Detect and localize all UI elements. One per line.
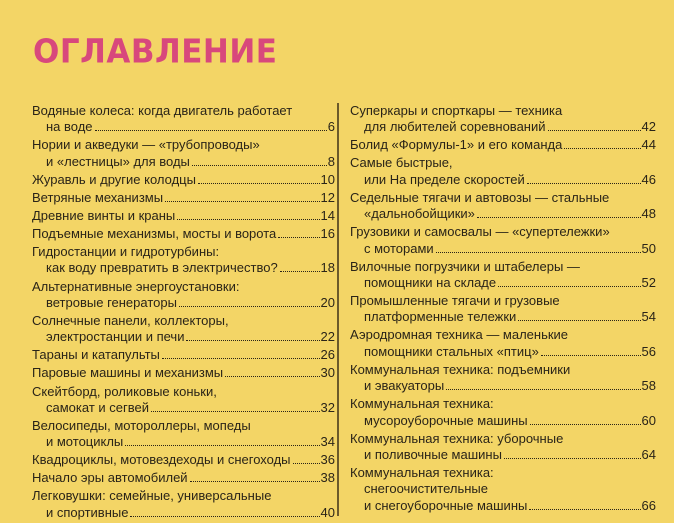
toc-entry[interactable] xyxy=(32,313,335,346)
toc-entry-line: Суперкары и спорткары — техника xyxy=(350,103,563,118)
page-number: 48 xyxy=(641,206,656,222)
page-number: 46 xyxy=(641,171,656,187)
dot-leader xyxy=(518,320,640,321)
toc-entry[interactable] xyxy=(32,172,335,188)
toc-entry-line: Коммунальная техника: xyxy=(350,465,494,480)
toc-entry[interactable] xyxy=(350,396,656,429)
dot-leader xyxy=(190,481,320,482)
toc-entry-line: Промышленные тягачи и грузовые xyxy=(350,293,560,309)
toc-entry-title: помощники стальных «птиц» xyxy=(364,343,539,359)
toc-entry-line: Гидростанции и гидротурбины: xyxy=(32,244,220,260)
page-number: 14 xyxy=(320,207,335,223)
toc-entry-title: ветровые генераторы xyxy=(46,294,177,310)
page-number: 64 xyxy=(641,446,656,462)
page-number: 52 xyxy=(641,274,656,290)
toc-entry-title: или На пределе скоростей xyxy=(364,171,525,187)
toc-entry-title: и эвакуаторы xyxy=(364,378,445,394)
toc-entry-title: Начало эры автомобилей xyxy=(32,470,188,486)
page-number: 44 xyxy=(641,137,656,153)
dot-leader xyxy=(198,183,320,184)
toc-entry[interactable] xyxy=(350,259,656,292)
page-number: 38 xyxy=(320,470,335,486)
page-number: 60 xyxy=(641,412,656,428)
page-number: 18 xyxy=(320,260,335,276)
toc-entry-line: Нории и акведуки — «трубопроводы» xyxy=(32,137,260,153)
toc-entry-title: Ветряные механизмы xyxy=(32,189,164,205)
toc-entry[interactable] xyxy=(350,465,656,514)
toc-entry[interactable] xyxy=(32,226,335,242)
dot-leader xyxy=(504,458,641,459)
page-number: 8 xyxy=(327,153,335,169)
toc-entry-title: помощники на складе xyxy=(364,274,497,290)
toc-entry-title: Древние винты и краны xyxy=(32,207,176,223)
dot-leader xyxy=(278,237,319,238)
page-number: 42 xyxy=(641,119,656,135)
page-number: 26 xyxy=(320,347,335,363)
page-number: 50 xyxy=(641,240,656,256)
toc-entry[interactable] xyxy=(32,365,335,381)
toc-entry[interactable] xyxy=(350,327,656,360)
toc-entry[interactable] xyxy=(350,103,656,136)
page-number: 36 xyxy=(320,452,335,468)
dot-leader xyxy=(125,445,319,446)
dot-leader xyxy=(280,271,320,272)
page-number: 10 xyxy=(320,171,335,187)
dot-leader xyxy=(186,340,319,341)
toc-entry-line: Солнечные панели, коллекторы, xyxy=(32,312,229,328)
dot-leader xyxy=(225,376,319,377)
page-number: 54 xyxy=(641,309,656,325)
page-number: 66 xyxy=(641,497,656,513)
toc-entry[interactable] xyxy=(32,244,335,277)
toc-entry-line: Альтернативные энергоустановки: xyxy=(32,278,240,294)
toc-entry-line: Водяные колеса: когда двигатель работает xyxy=(32,103,293,118)
toc-entry-title: и снегоуборочные машины xyxy=(364,497,528,513)
toc-entry-title: для любителей соревнований xyxy=(364,119,546,135)
page-number: 34 xyxy=(320,434,335,450)
page-number: 12 xyxy=(320,189,335,205)
page-number: 16 xyxy=(320,226,335,242)
toc-entry[interactable] xyxy=(32,418,335,451)
toc-entry-title: платформенные тележки xyxy=(364,309,517,325)
page-number: 22 xyxy=(320,329,335,345)
toc-entry-title: как воду превратить в электричество? xyxy=(46,260,278,276)
dot-leader xyxy=(192,165,327,166)
toc-entry-title: и «лестницы» для воды xyxy=(46,153,190,169)
toc-entry[interactable] xyxy=(32,137,335,170)
toc-column-left xyxy=(32,103,335,523)
toc-entry[interactable] xyxy=(350,155,656,188)
toc-entry-line: Самые быстрые, xyxy=(350,155,453,171)
dot-leader xyxy=(446,389,640,390)
toc-entry-line: снегоочистительные xyxy=(364,481,489,497)
dot-leader xyxy=(564,148,640,149)
toc-entry-title: и поливочные машины xyxy=(364,446,502,462)
toc-entry-title: Подъемные механизмы, мосты и ворота xyxy=(32,226,277,242)
toc-entry-title: Болид «Формулы-1» и его команда xyxy=(350,137,563,153)
dot-leader xyxy=(95,130,327,131)
column-divider xyxy=(337,103,339,516)
toc-entry[interactable] xyxy=(350,224,656,257)
toc-entry-line: Велосипеды, мотороллеры, мопеды xyxy=(32,417,251,433)
toc-entry-title: Квадроциклы, мотовездеходы и снегоходы xyxy=(32,452,291,468)
dot-leader xyxy=(179,306,320,307)
toc-entry[interactable] xyxy=(32,190,335,206)
toc-entry-title: электростанции и печи xyxy=(46,329,185,345)
toc-entry[interactable] xyxy=(32,384,335,417)
dot-leader xyxy=(177,219,319,220)
toc-entry[interactable] xyxy=(32,103,335,136)
toc-entry[interactable] xyxy=(350,293,656,326)
toc-entry-title: «дальнобойщики» xyxy=(364,206,475,222)
toc-entry[interactable] xyxy=(32,452,335,468)
toc-entry[interactable] xyxy=(350,190,656,223)
toc-entry-line: Грузовики и самосвалы — «супертележки» xyxy=(350,224,610,240)
dot-leader xyxy=(548,130,641,131)
dot-leader xyxy=(162,358,320,359)
toc-entry-line: Скейтборд, роликовые коньки, xyxy=(32,383,217,399)
dot-leader xyxy=(527,183,641,184)
toc-entry-line: Коммунальная техника: xyxy=(350,396,494,412)
dot-leader xyxy=(530,424,641,425)
page-title: ОГЛАВЛЕНИЕ xyxy=(33,33,278,71)
toc-entry-title: на воде xyxy=(46,119,93,135)
toc-entry-line: Седельные тягачи и автовозы — стальные xyxy=(350,189,610,205)
toc-entry-title: самокат и сегвей xyxy=(46,399,149,415)
toc-entry-line: Легковушки: семейные, универсальные xyxy=(32,488,272,504)
dot-leader xyxy=(293,463,320,464)
page-number: 40 xyxy=(320,504,335,520)
dot-leader xyxy=(529,509,640,510)
toc-entry[interactable] xyxy=(32,347,335,363)
dot-leader xyxy=(477,217,641,218)
page-number: 20 xyxy=(320,294,335,310)
toc-entry[interactable] xyxy=(32,488,335,521)
dot-leader xyxy=(151,411,320,412)
toc-entry-line: Вилочные погрузчики и штабелеры — xyxy=(350,258,580,274)
toc-entry-title: мусороуборочные машины xyxy=(364,412,528,428)
page-number: 30 xyxy=(320,365,335,381)
toc-entry[interactable] xyxy=(350,431,656,464)
toc-entry-title: Тараны и катапульты xyxy=(32,347,160,363)
toc-entry-title: Журавль и другие колодцы xyxy=(32,171,196,187)
toc-entry-line: Коммунальная техника: уборочные xyxy=(350,430,564,446)
toc-entry-title: Паровые машины и механизмы xyxy=(32,365,224,381)
dot-leader xyxy=(436,252,641,253)
dot-leader xyxy=(498,286,640,287)
toc-column-right xyxy=(350,103,656,516)
toc-entry-title: и мотоциклы xyxy=(46,434,124,450)
toc-entry-title: с моторами xyxy=(364,240,434,256)
page-number: 32 xyxy=(320,399,335,415)
dot-leader xyxy=(165,201,319,202)
toc-entry[interactable] xyxy=(350,362,656,395)
toc-entry[interactable] xyxy=(32,208,335,224)
toc-entry[interactable] xyxy=(32,279,335,312)
toc-entry-line: Аэродромная техника — маленькие xyxy=(350,327,569,343)
toc-entry-title: и спортивные xyxy=(46,504,129,520)
toc-entry[interactable] xyxy=(32,470,335,486)
page-number: 6 xyxy=(327,119,335,135)
toc-entry[interactable] xyxy=(350,137,656,153)
page-number: 56 xyxy=(641,343,656,359)
toc-entry-line: Коммунальная техника: подъемники xyxy=(350,361,571,377)
page-number: 58 xyxy=(641,378,656,394)
dot-leader xyxy=(541,355,641,356)
